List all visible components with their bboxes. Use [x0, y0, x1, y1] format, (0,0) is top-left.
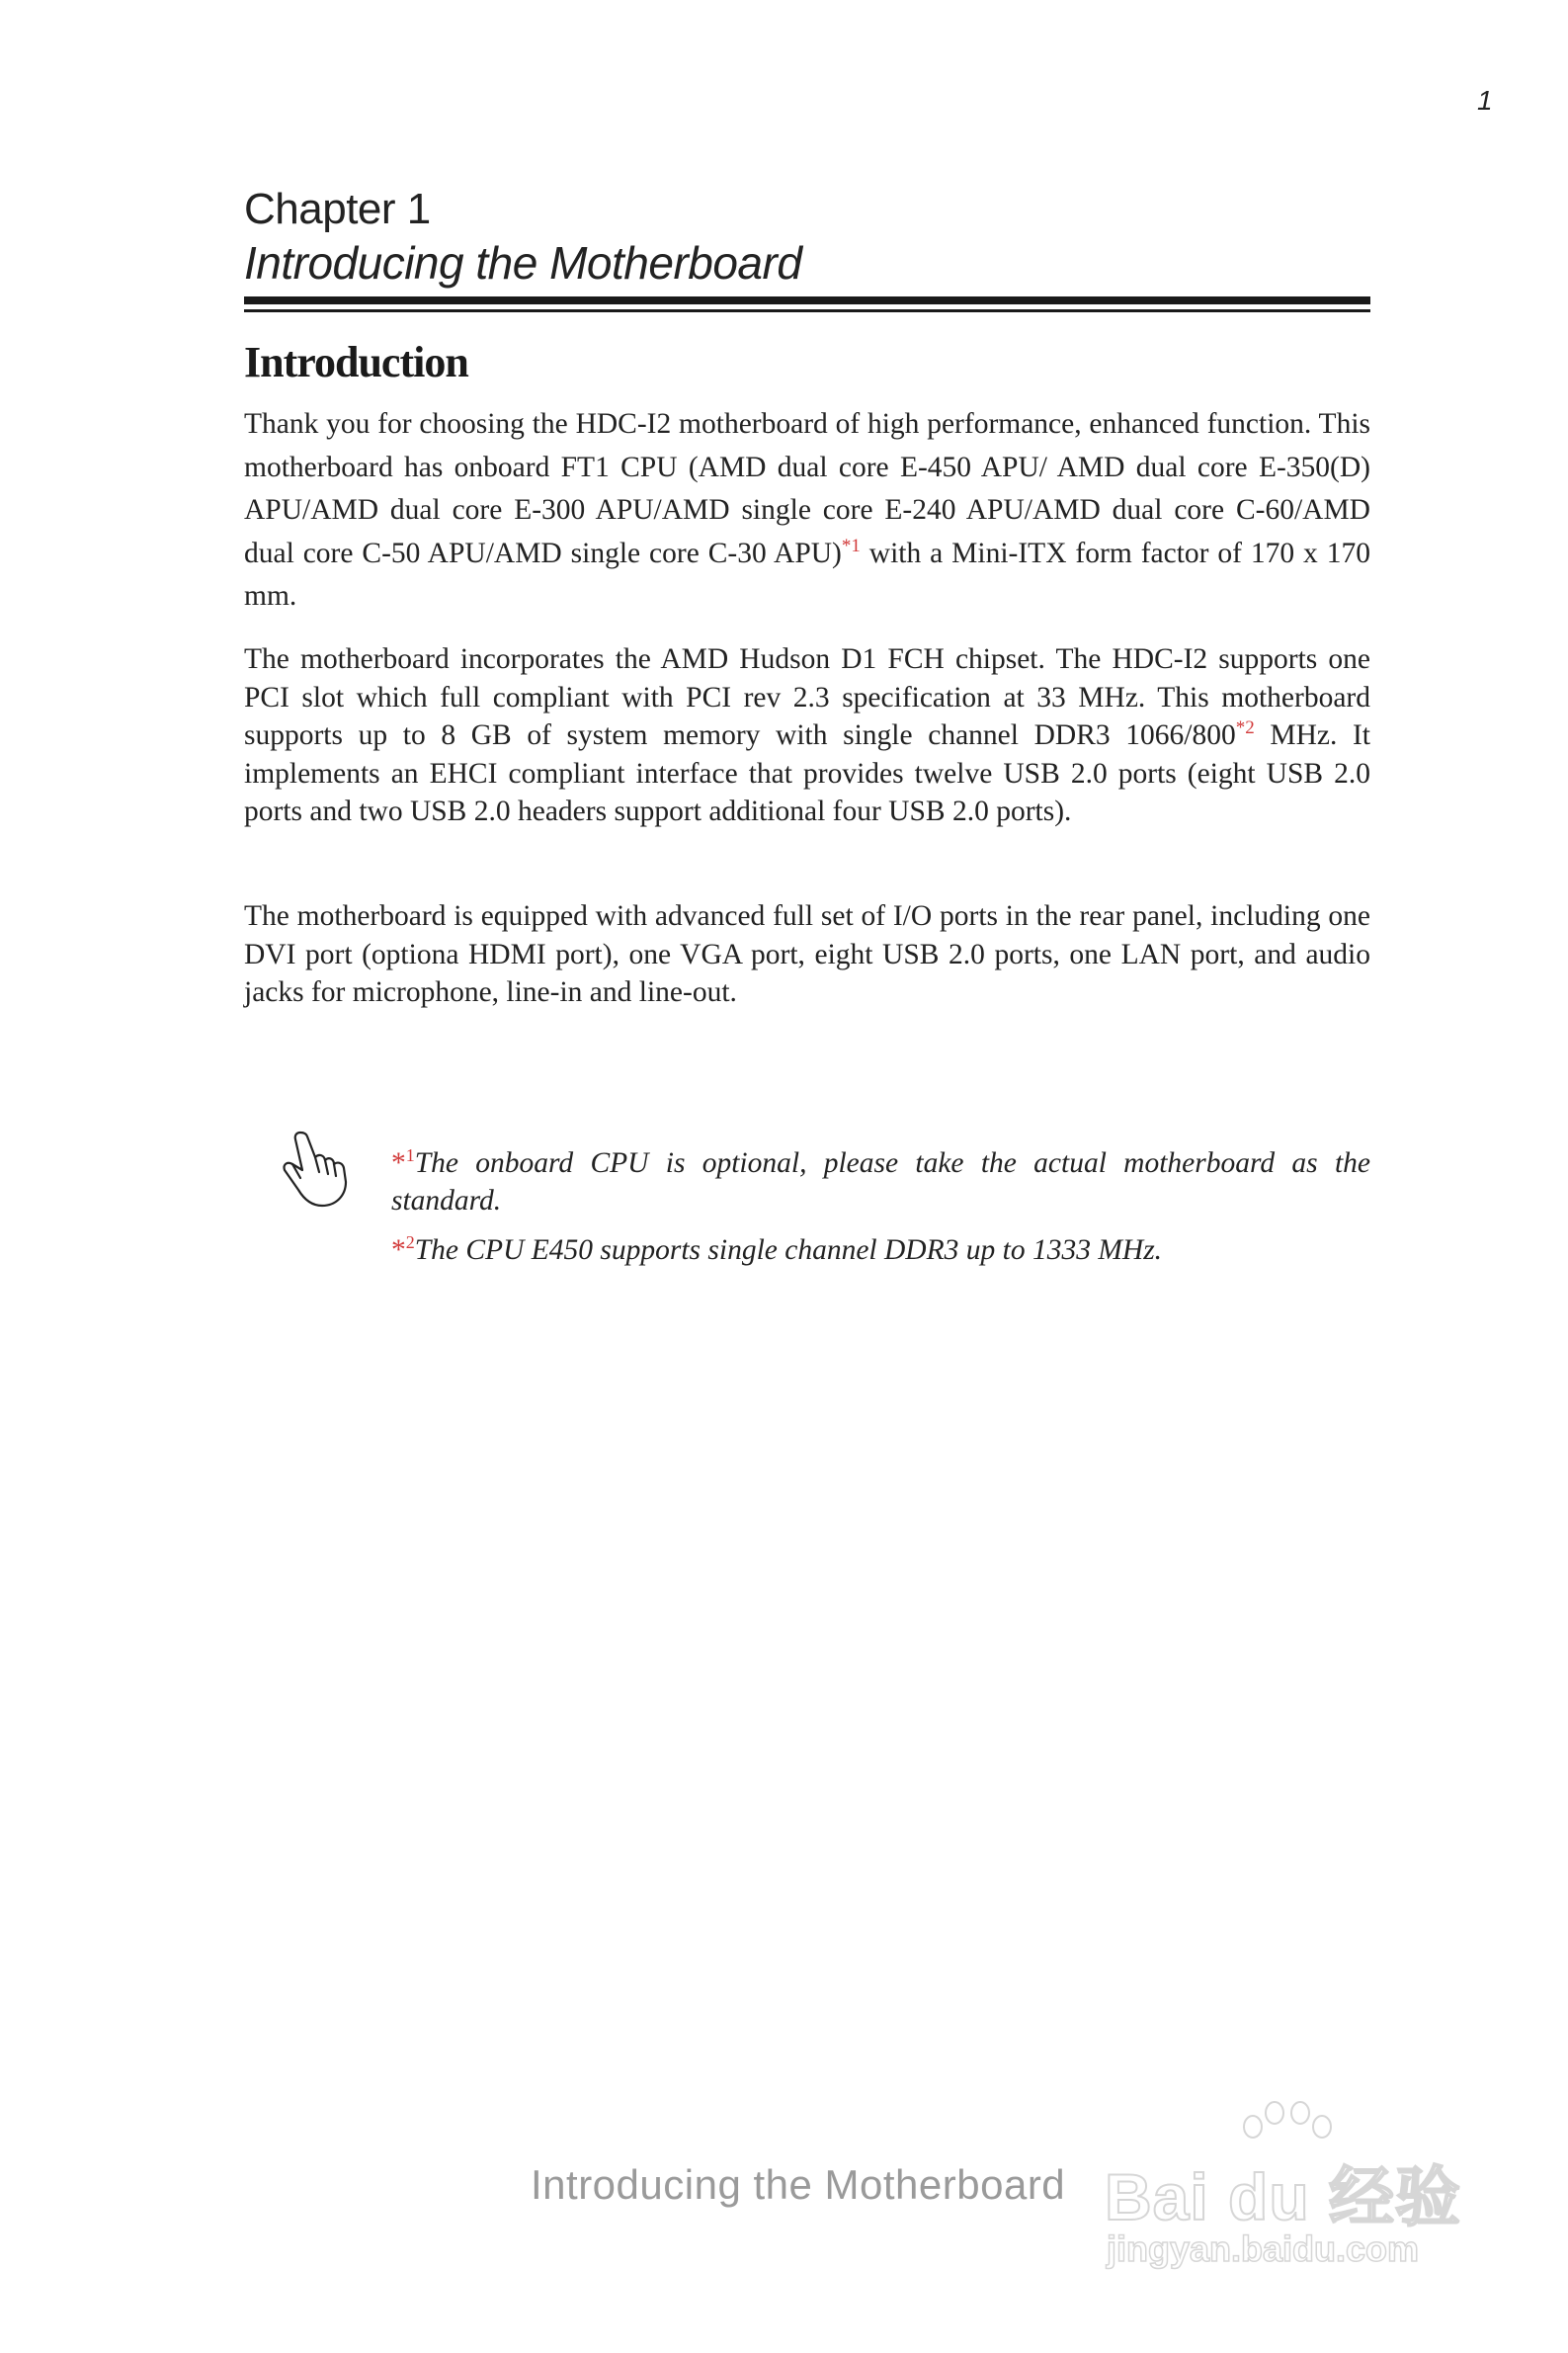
note-1-text: The onboard CPU is optional, please take the actual motherboard as the standard. — [391, 1147, 1370, 1217]
note-2-number: 2 — [405, 1232, 415, 1253]
note-1-mark — [391, 1147, 415, 1179]
chapter-rule-thick — [244, 296, 1370, 304]
baidu-watermark — [1105, 2115, 1472, 2303]
chapter-rule-thin — [244, 309, 1370, 312]
paw-logo-icon — [1223, 2095, 1362, 2144]
section-heading: Introduction — [244, 338, 468, 386]
note-2-text: The CPU E450 supports single channel DDR3 up to 1333 MHz. — [414, 1234, 1163, 1266]
note-2-asterisk: * — [391, 1234, 406, 1266]
paragraph-intro-text: Thank you for choosing the HDC-I2 motherboard of high performance, enhanced function. This motherboard has onboard FT1 CPU (AMD dual core E-450 APU/ AMD dual core E-350(D) APU/AMD dual core E-300 APU/AMD single core E-240 APU/AMD dual core C-60/AMD dual core C-50 APU/AMD single core C-30 APU) — [244, 408, 1370, 569]
note-1-number: 1 — [405, 1145, 415, 1166]
page-number: 1 — [1477, 85, 1493, 116]
footnote-ref-2: *2 — [1235, 717, 1255, 739]
footnote-ref-1: *1 — [841, 535, 861, 556]
watermark-url: jingyan.baidu.com — [1107, 2228, 1420, 2269]
paragraph-io-ports-text: The motherboard is equipped with advanced full set of I/O ports in the rear panel, including one DVI port (optiona HDMI port), one VGA port, eight USB 2.0 ports, one LAN port, and audio jacks for microphone, line-in and line-out. — [244, 900, 1370, 1008]
paragraph-chipset — [244, 640, 1370, 831]
chapter-title: Introducing the Motherboard — [244, 237, 802, 289]
note-2 — [391, 1231, 1370, 1269]
note-2-mark — [391, 1234, 415, 1266]
paragraph-intro — [244, 403, 1370, 619]
note-1-asterisk: * — [391, 1147, 406, 1179]
footer-title: Introducing the Motherboard — [531, 2161, 1066, 2208]
watermark-brand: Bai du 经验 — [1105, 2160, 1462, 2233]
pointing-hand-icon — [279, 1127, 352, 1212]
chapter-label: Chapter 1 — [244, 185, 431, 233]
note-1 — [391, 1144, 1370, 1219]
paragraph-chipset-text: The motherboard incorporates the AMD Hudson D1 FCH chipset. The HDC-I2 supports one PCI slot which full compliant with PCI rev 2.3 specification at 33 MHz. This motherboard supports up to 8 GB of system memory with single channel DDR3 1066/800 — [244, 643, 1370, 751]
paragraph-chipset-tail: MHz. It implements an EHCI compliant interface that provides twelve USB 2.0 ports (eight USB 2.0 ports and two USB 2.0 headers support additional four USB 2.0 ports). — [244, 719, 1370, 827]
notes-block — [391, 1144, 1370, 1281]
paragraph-io-ports — [244, 897, 1370, 1012]
paragraph-intro-tail: with a Mini-ITX form factor of 170 x 170 mm. — [244, 537, 1370, 612]
chapter-header — [244, 184, 1370, 291]
